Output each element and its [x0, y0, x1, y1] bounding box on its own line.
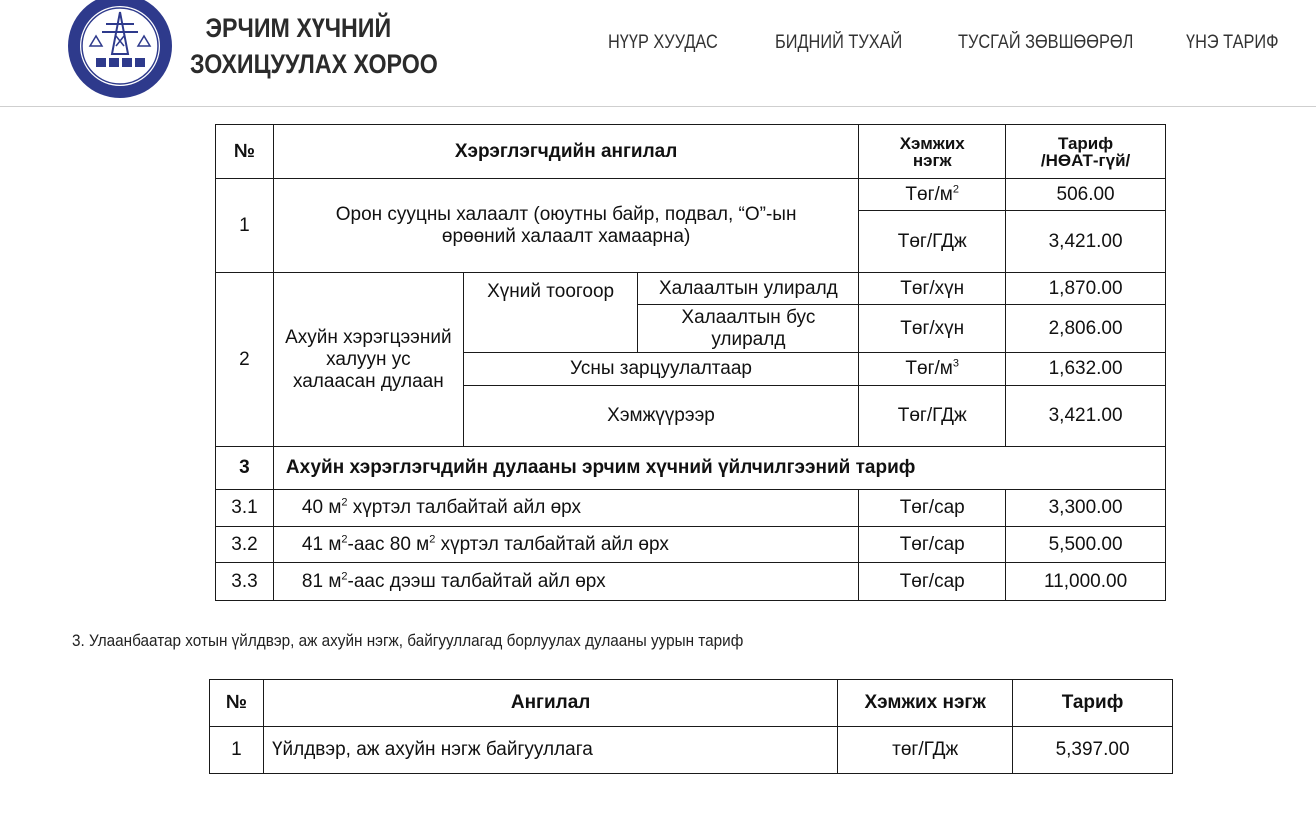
row31-value: 3,300.00 [1006, 490, 1166, 527]
steam-tariff-table [209, 679, 1173, 774]
row32-unit: Төг/сар [859, 527, 1006, 563]
row32-no: 3.2 [216, 527, 274, 563]
table-row [216, 527, 1166, 563]
row2-heating-season-value: 1,870.00 [1006, 273, 1166, 305]
commission-seal-logo[interactable] [66, 0, 174, 100]
row32-desc-a: 41 м [301, 533, 342, 555]
site-header [0, 0, 1316, 107]
header-tariff [1006, 125, 1166, 179]
row3-title: Ахуйн хэрэглэгчдийн дулааны эрчим хүчний үйлчилгээний тариф [273, 447, 1165, 490]
brand-line-2: ЗОХИЦУУЛАХ ХОРОО [190, 49, 438, 79]
row1-unit-a [859, 179, 1006, 211]
row32-desc [273, 527, 858, 563]
row1-no: 1 [216, 179, 274, 273]
row2-by-water-value: 1,632.00 [1006, 353, 1166, 386]
t2-row-category: Үйлдвэр, аж ахуйн нэгж байгууллага [263, 727, 837, 774]
row33-no: 3.3 [216, 563, 274, 601]
row1-value-b: 3,421.00 [1006, 211, 1166, 273]
row1-value-a: 506.00 [1006, 179, 1166, 211]
steam-tariff-caption: 3. Улаанбаатар хотын үйлдвэр, аж ахуйн нэгж, байгууллагад борлуулах дулааны уурын тариф [72, 631, 744, 650]
t2-header-category: Ангилал [263, 680, 837, 727]
nav-tariffs[interactable]: ҮНЭ ТАРИФ [1186, 32, 1279, 53]
header-no: № [216, 125, 274, 179]
t2-header-tariff: Тариф [1013, 680, 1173, 727]
row31-unit: Төг/сар [859, 490, 1006, 527]
row2-by-meter: Хэмжүүрээр [463, 386, 859, 447]
t2-row-unit: төг/ГДж [838, 727, 1013, 774]
row2-by-meter-value: 3,421.00 [1006, 386, 1166, 447]
row2-by-people: Хүний тоогоор [463, 273, 638, 353]
row32-desc-c: хүртэл талбайтай айл өрх [435, 533, 669, 555]
table-row [216, 447, 1166, 490]
t2-header-unit: Хэмжих нэгж [838, 680, 1013, 727]
row2-no: 2 [216, 273, 274, 447]
row2-by-water: Усны зарцуулалтаар [463, 353, 859, 386]
header-category: Хэрэглэгчдийн ангилал [273, 125, 858, 179]
brand-line-1: ЭРЧИМ ХҮЧНИЙ [205, 13, 392, 43]
row32-desc-b: -аас 80 м [347, 533, 430, 555]
row2-desc: Ахуйн хэрэгцээний халуун ус халаасан дулаан [273, 273, 463, 447]
row2-heating-season-unit: Төг/хүн [859, 273, 1006, 305]
table-row [210, 727, 1173, 774]
heating-tariff-table [215, 124, 1166, 601]
row33-desc-a: 81 м [301, 570, 342, 592]
row33-unit: Төг/сар [859, 563, 1006, 601]
table-header-row [210, 680, 1173, 727]
nav-licenses[interactable]: ТУСГАЙ ЗӨВШӨӨРӨЛ [958, 32, 1134, 53]
row2-by-water-unit-text: Төг/м [905, 358, 953, 379]
row2-non-heating-season: Халаалтын бус улиралд [638, 305, 859, 353]
row31-desc-a: 40 м [301, 497, 342, 518]
header-tariff-line1: Тариф [1058, 133, 1114, 153]
table-row [216, 490, 1166, 527]
row31-desc-sup: 2 [341, 496, 348, 509]
header-tariff-line2: /НӨАТ-гүй/ [1040, 150, 1131, 170]
row2-by-water-unit-sup: 3 [952, 357, 959, 370]
row2-non-heating-season-value: 2,806.00 [1006, 305, 1166, 353]
row33-desc-sup: 2 [341, 570, 348, 583]
row31-desc [273, 490, 858, 527]
row2-by-meter-unit: Төг/ГДж [859, 386, 1006, 447]
table-row [216, 273, 1166, 305]
row31-desc-b: хүртэл талбайтай айл өрх [347, 497, 581, 518]
brand-title[interactable] [190, 10, 438, 82]
row32-desc-sup2: 2 [429, 533, 436, 546]
row33-value: 11,000.00 [1006, 563, 1166, 601]
nav-home[interactable]: НҮҮР ХУУДАС [608, 32, 718, 53]
row2-non-heating-season-unit: Төг/хүн [859, 305, 1006, 353]
row1-unit-a-text: Төг/м [905, 183, 953, 205]
t2-header-no: № [210, 680, 264, 727]
row3-no: 3 [216, 447, 274, 490]
row31-no: 3.1 [216, 490, 274, 527]
table-row [216, 563, 1166, 601]
nav-about[interactable]: БИДНИЙ ТУХАЙ [775, 32, 903, 53]
header-unit: Хэмжих нэгж [859, 125, 1006, 179]
row2-heating-season: Халаалтын улиралд [638, 273, 859, 305]
table-header-row [216, 125, 1166, 179]
row1-desc: Орон сууцны халаалт (оюутны байр, подвал, “О”-ын өрөөний халаалт хамаарна) [273, 179, 858, 273]
row1-unit-b: Төг/ГДж [859, 211, 1006, 273]
row2-by-water-unit [859, 353, 1006, 386]
row33-desc-b: -аас дээш талбайтай айл өрх [347, 570, 606, 592]
row32-value: 5,500.00 [1006, 527, 1166, 563]
row33-desc [273, 563, 858, 601]
table-row [216, 179, 1166, 211]
row32-desc-sup1: 2 [341, 533, 348, 546]
t2-row-tariff: 5,397.00 [1013, 727, 1173, 774]
row1-unit-a-sup: 2 [952, 183, 959, 196]
t2-row-no: 1 [210, 727, 264, 774]
